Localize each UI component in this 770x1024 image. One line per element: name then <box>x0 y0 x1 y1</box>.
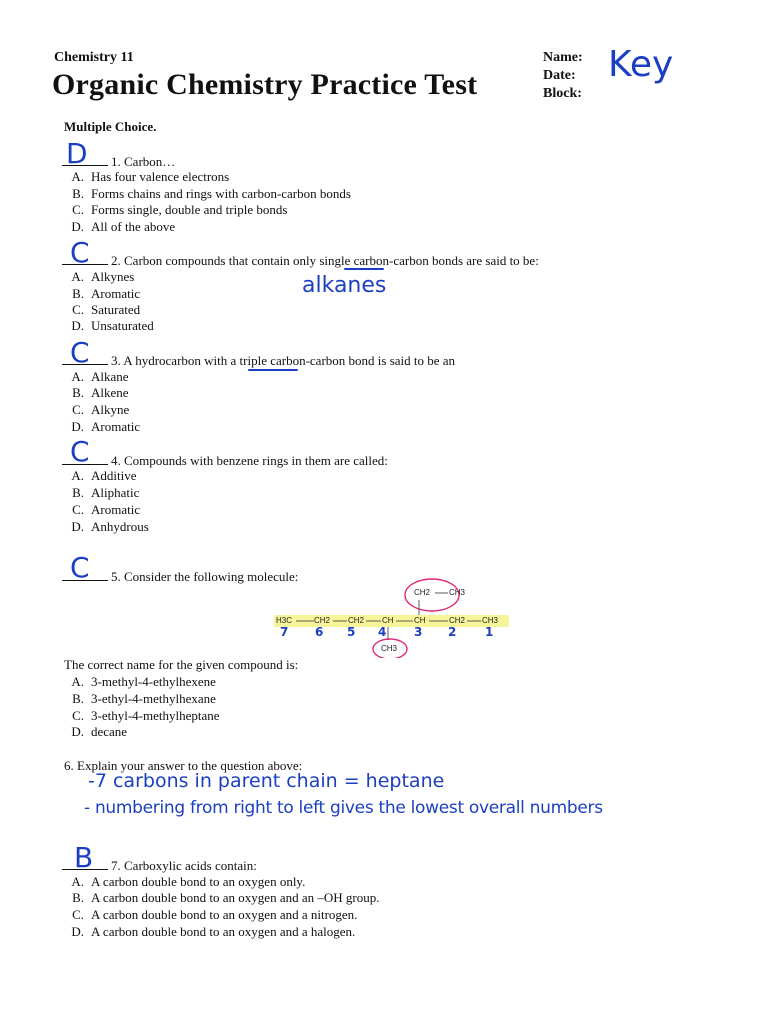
q5-followup: The correct name for the given compound is: <box>64 657 299 672</box>
page-title: Organic Chemistry Practice Test <box>52 68 478 101</box>
q4-option-a: A. Additive <box>71 468 137 483</box>
q7-text: 7. Carboxylic acids contain: <box>62 857 257 874</box>
chain-atom: CH <box>382 616 394 625</box>
q5-option-d: D. decane <box>71 724 128 739</box>
chain-atom: CH3 <box>482 616 499 625</box>
q5-text: 5. Consider the following molecule: <box>62 568 298 585</box>
q4-option-d: D. Anhydrous <box>71 519 149 534</box>
q5-answer: C <box>70 551 90 584</box>
q4-text: 4. Compounds with benzene rings in them are called: <box>62 452 388 469</box>
q3-text: 3. A hydrocarbon with a triple carbon-carbon bond is said to be an <box>62 352 455 369</box>
key-handwritten-note: Key <box>608 44 674 85</box>
q2-option-d: D. Unsaturated <box>71 318 154 333</box>
carbon-number: 4 <box>378 625 387 639</box>
q7-option-a: A. A carbon double bond to an oxygen only. <box>71 874 306 889</box>
carbon-number: 3 <box>414 625 423 639</box>
chain-atom: CH2 <box>348 616 365 625</box>
chain-atom: H3C <box>276 616 293 625</box>
single-underline-mark <box>344 268 384 270</box>
carbon-number: 2 <box>448 625 457 639</box>
molecule-diagram <box>274 578 514 658</box>
carbon-number: 7 <box>280 625 289 639</box>
name-label: Name: <box>543 50 583 65</box>
branch-atom: CH2 <box>414 588 431 597</box>
q1-option-c: C. Forms single, double and triple bonds <box>72 202 288 217</box>
q6-answer-line-2: - numbering from right to left gives the lowest overall numbers <box>84 798 603 818</box>
q1-option-d: D. All of the above <box>71 219 176 234</box>
q7-option-c: C. A carbon double bond to an oxygen and a nitrogen. <box>72 907 358 922</box>
q7-option-b: B. A carbon double bond to an oxygen and an –OH group. <box>72 890 380 905</box>
carbon-number: 6 <box>315 625 324 639</box>
carbon-number: 1 <box>485 625 494 639</box>
q2-option-a: A. Alkynes <box>71 269 135 284</box>
q3-option-a: A. Alkane <box>71 369 129 384</box>
q7-answer: B <box>74 841 94 874</box>
chain-atom: CH2 <box>314 616 331 625</box>
triple-underline-mark <box>248 369 298 371</box>
q2-answer: C <box>70 236 90 269</box>
answer-blank <box>62 857 108 870</box>
branch-atom: CH3 <box>449 588 466 597</box>
chain-atom: CH2 <box>449 616 466 625</box>
branch-atom: CH3 <box>381 644 398 653</box>
q6-text: 6. Explain your answer to the question above: <box>64 758 303 773</box>
alkanes-handwritten-note: alkanes <box>302 273 387 298</box>
q5-option-c: C. 3-ethyl-4-methylheptane <box>72 708 220 723</box>
q4-option-c: C. Aromatic <box>72 502 141 517</box>
q4-answer: C <box>70 435 90 468</box>
q3-option-d: D. Aromatic <box>71 419 141 434</box>
q2-option-b: B. Aromatic <box>72 286 141 301</box>
block-label: Block: <box>543 86 582 101</box>
carbon-number: 5 <box>347 625 356 639</box>
q1-option-b: B. Forms chains and rings with carbon-carbon bonds <box>72 186 351 201</box>
answer-blank <box>62 568 108 581</box>
q5-option-b: B. 3-ethyl-4-methylhexane <box>72 691 216 706</box>
course-name: Chemistry 11 <box>54 50 134 65</box>
answer-blank <box>62 252 108 265</box>
chain-atom: CH <box>414 616 426 625</box>
answer-blank <box>62 352 108 365</box>
q4-option-b: B. Aliphatic <box>72 485 140 500</box>
q7-option-d: D. A carbon double bond to an oxygen and a halogen. <box>71 924 356 939</box>
q6-answer-line-1: -7 carbons in parent chain = heptane <box>88 770 445 792</box>
q3-option-c: C. Alkyne <box>72 402 130 417</box>
q3-option-b: B. Alkene <box>72 385 129 400</box>
q3-answer: C <box>70 336 90 369</box>
q2-option-c: C. Saturated <box>72 302 141 317</box>
q2-text: 2. Carbon compounds that contain only single carbon-carbon bonds are said to be: <box>62 252 539 269</box>
q1-answer: D <box>66 137 88 170</box>
answer-blank <box>62 153 108 166</box>
section-title: Multiple Choice. <box>64 119 157 134</box>
date-label: Date: <box>543 68 576 83</box>
q1-option-a: A. Has four valence electrons <box>71 169 230 184</box>
q1-text: 1. Carbon… <box>62 153 175 170</box>
answer-blank <box>62 452 108 465</box>
q5-option-a: A. 3-methyl-4-ethylhexene <box>71 674 216 689</box>
